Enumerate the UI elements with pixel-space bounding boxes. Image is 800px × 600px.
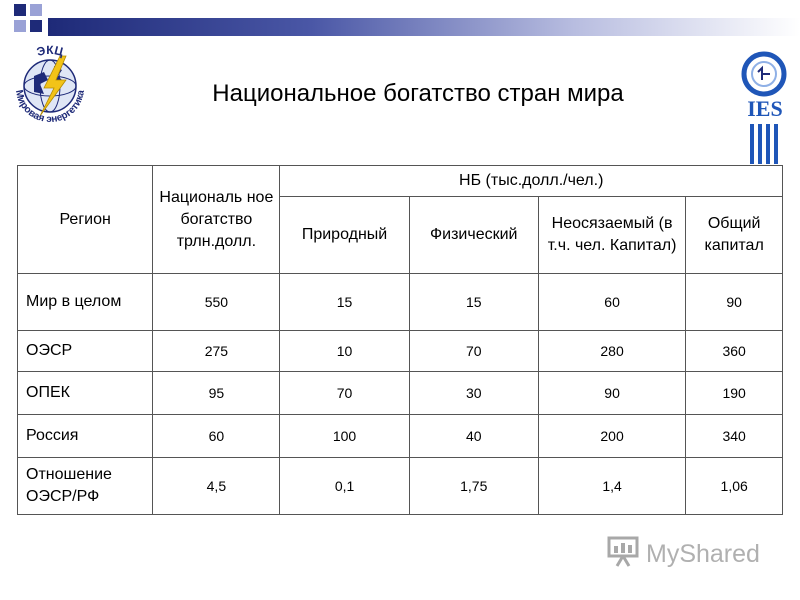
cell-national-wealth: 4,5 <box>153 458 280 515</box>
myshared-presentation-icon <box>606 534 640 575</box>
cell-intangible: 90 <box>538 372 686 415</box>
header-region: Регион <box>18 166 153 274</box>
table-header-row <box>18 166 783 197</box>
row-region <box>18 274 153 331</box>
header-total: Общий капитал <box>686 197 783 274</box>
cell-total: 90 <box>686 274 783 331</box>
cell-natural: 10 <box>280 331 409 372</box>
table-row <box>18 372 783 415</box>
cell-intangible: 200 <box>538 415 686 458</box>
row-region <box>18 458 153 515</box>
table-row <box>18 458 783 515</box>
cell-national-wealth: 275 <box>153 331 280 372</box>
cell-national-wealth: 95 <box>153 372 280 415</box>
decor-square <box>30 4 42 16</box>
decor-square <box>14 4 26 16</box>
header-nb-group: НБ (тыс.долл./чел.) <box>280 166 783 197</box>
row-region-text: Отношение ОЭСР/РФ <box>26 466 112 505</box>
header-natural: Природный <box>280 197 409 274</box>
page-title: Национальное богатство стран мира <box>212 80 624 107</box>
cell-intangible: 1,4 <box>538 458 686 515</box>
table-row <box>18 415 783 458</box>
wealth-table <box>17 165 783 515</box>
row-region: ОЭСР <box>18 331 153 372</box>
cell-physical: 40 <box>409 415 538 458</box>
logo-left-ring-text: Мировая энергетика <box>12 89 87 126</box>
header-physical: Физический <box>409 197 538 274</box>
ies-logo-text: IES <box>747 96 783 121</box>
cell-physical: 30 <box>409 372 538 415</box>
row-region: ОПЕК <box>18 372 153 415</box>
svg-text:ЭКЦ <box>35 43 65 59</box>
row-region: Россия <box>18 415 153 458</box>
cell-physical: 1,75 <box>409 458 538 515</box>
cell-natural: 0,1 <box>280 458 409 515</box>
decor-square <box>14 20 26 32</box>
header-intangible: Неосязаемый (в т.ч. чел. Капитал) <box>538 197 686 274</box>
cell-total: 190 <box>686 372 783 415</box>
watermark-text: MyShared <box>646 539 760 568</box>
cell-total: 360 <box>686 331 783 372</box>
cell-national-wealth: 550 <box>153 274 280 331</box>
ies-logo-icon <box>734 50 796 166</box>
row-region-text: Мир в целом <box>26 293 122 310</box>
cell-intangible: 280 <box>538 331 686 372</box>
logo-left-top-text: ЭКЦ <box>35 42 65 59</box>
cell-physical: 15 <box>409 274 538 331</box>
cell-natural: 15 <box>280 274 409 331</box>
cell-national-wealth: 60 <box>153 415 280 458</box>
cell-intangible: 60 <box>538 274 686 331</box>
decor-square <box>30 20 42 32</box>
cell-natural: 70 <box>280 372 409 415</box>
cell-total: 1,06 <box>686 458 783 515</box>
top-gradient-bar <box>48 18 800 36</box>
table-row <box>18 274 783 331</box>
cell-physical: 70 <box>409 331 538 372</box>
cell-natural: 100 <box>280 415 409 458</box>
cell-total: 340 <box>686 415 783 458</box>
table-row <box>18 331 783 372</box>
header-national-wealth: Националь ное богатство трлн.долл. <box>153 166 280 274</box>
watermark <box>606 536 760 572</box>
